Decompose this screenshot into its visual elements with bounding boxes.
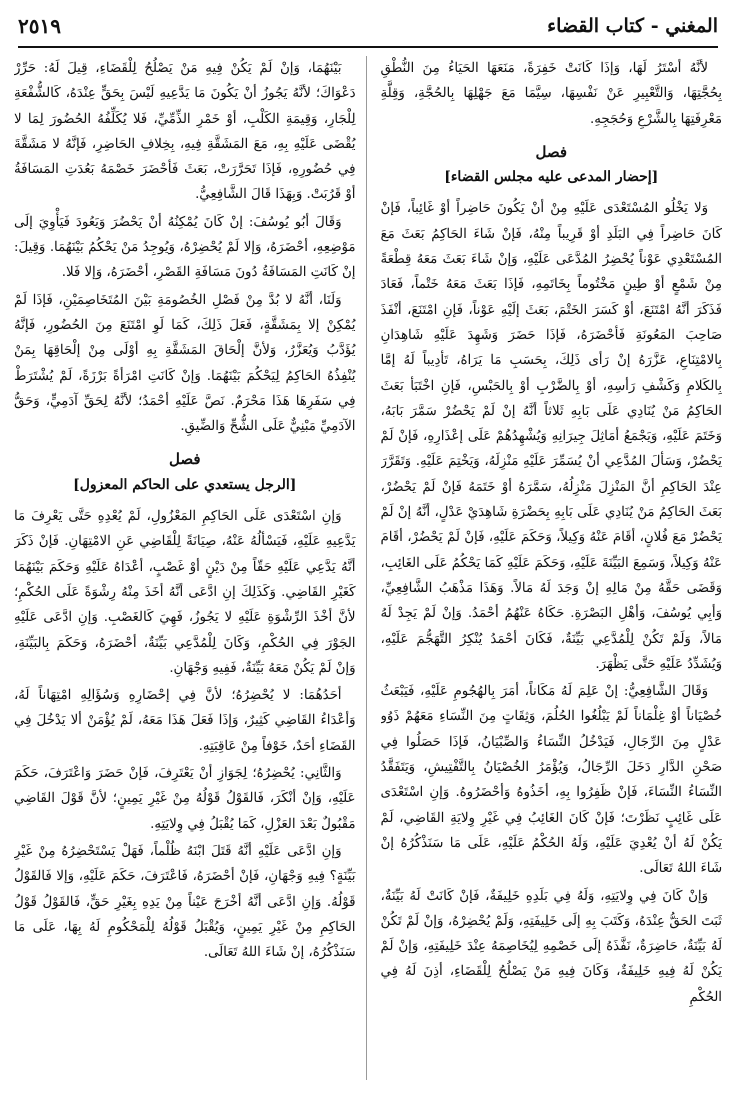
left-column (14, 56, 367, 1080)
paragraph: وَإنْ كَانَ فِي وِلايَتِهِ، وَلَهُ فِي بَلَدِهِ خَلِيفَةٌ، فَإنْ كَانَتْ لَهُ بَيِّنَةٌ، ثَبَتَ الحَقُّ عِنْدَهُ، وَكَتَبَ بِهِ إلَى خَلِيفَتِهِ، وَلَمْ يُحْضِرْهُ، وَإنْ لَمْ تَكُنْ لَهُ بَيِّنَةٌ، حَاضِرَةٌ، نَفَّذَهُ إلَى خَصْمِهِ لِيُخَاصِمَهُ عِنْدَ خَلِيفَتِهِ، وَإنْ لَمْ يَكُنْ لَهُ فِيهِ خَلِيفَةٌ، وَكَانَ فِيهِ مَنْ يَصْلُحُ لِلْقَضَاءِ، أذِنَ لَهُ فِي الحُكْمِ (380, 888, 722, 1005)
paragraph: وَلَنَا، أنَّهُ لا بُدَّ مِنْ فَصْلِ الخُصُومَةِ بَيْنَ المُتَخَاصِمَيْنِ، فَإذَا لَمْ يُمْكِنْ إلا بِمَشَقَّةٍ، فَعَلَ ذَلِكَ، كَمَا لَوِ امْتَنَعَ مِنَ الحُضُورِ، فَإنَّهُ يُؤَدَّبُ وَيُعَزَّرُ، وَلأنَّ إلْحَاقَ المَشَقَّةِ بِهِ أوْلَى مِنْ إلْحَاقِهَا بِمَنْ يُنْفِذُهُ الحَاكِمُ لِيَحْكُمَ بَيْنَهُمَا. وَإنْ كَانَتِ امْرَأةً بَرْزَةً، لَمْ يُشْتَرَطْ فِي سَفَرِهَا هَذَا مَحْرَمٌ. نَصَّ عَلَيْهِ أحْمَدُ؛ لأنَّهُ لِحَقِّ آدَمِيٍّ، وَحَقُّ الآدَمِيِّ مَبْنِيٌّ عَلَى الشُّحِّ وَالضِّيقِ. (14, 292, 356, 435)
paragraph: وَقَالَ أبُو يُوسُفَ: إنْ كَانَ يُمْكِنُهُ أنْ يَحْضُرَ وَيَعُودَ فَيَأْوِيَ إلَى مَوْضِعِهِ، أحْضَرَهُ، وَإلا لَمْ يُحْضِرْهُ، وَيُوجِدُ مَنْ يَحْكُمُ بَيْنَهُمَا. وَقِيلَ: إنْ كَانَتِ المَسَافَةُ دُونَ مَسَافَةِ القَصْرِ، أحْضَرَهُ، وَإلا فَلا. (14, 214, 356, 281)
paragraph: بَيْنَهُمَا، وَإنْ لَمْ يَكُنْ فِيهِ مَنْ يَصْلُحُ لِلْقَضَاءِ، قِيلَ لَهُ: حَرِّرْ دَعْوَاكَ؛ لأنَّهُ يَجُوزُ أنْ يَكُونَ مَا يَدَّعِيهِ لَيْسَ بِحَقٍّ عِنْدَهُ، كَالشُّفْعَةِ لِلْجَارِ، وَقِيمَةِ الكَلْبِ، أوْ خَمْرِ الذِّمِّيِّ، فَلا يُكَلِّفُهُ الحُضُورَ لِمَا لا يُقْضَى عَلَيْهِ بِهِ، مَعَ المَشَقَّةِ فِيهِ، بِخِلافِ الحَاضِرِ، فَإنَّهُ لا مَشَقَّةَ فِي حُضُورِهِ، فَإذَا تَحَرَّرَتْ، بَعَثَ فَأحْضَرَ خَصْمَهُ بَعُدَتِ المَسَافَةُ أوْ قَرُبَتْ. وَبِهَذَا قَالَ الشَّافِعِيُّ. (14, 61, 356, 203)
paragraph: وَإنِ اسْتَعْدَى عَلَى الحَاكِمِ المَعْزُولِ، لَمْ يُعْدِهِ حَتَّى يَعْرِفَ مَا يَدَّعِيهِ عَلَيْهِ، فَيَسْألُهُ عَنْهُ، صِيَانَةً لِلْقَاضِي عَنِ الامْتِهَانِ. فَإنْ ذَكَرَ أنَّهُ يَدَّعِي عَلَيْهِ حَقّاً مِنْ دَيْنٍ أوْ غَصْبٍ، أعْدَاهُ عَلَيْهِ وَحَكَمَ بَيْنَهُمَا كَغَيْرِ القَاضِي. وَكَذَلِكَ إنِ ادَّعَى أنَّهُ أخَذَ مِنْهُ رِشْوَةً عَلَى الحُكْمِ؛ لأنَّ أخْذَ الرِّشْوَةِ عَلَيْهِ لا يَجُوزُ، فَهِيَ كَالغَصْبِ. وَإنِ ادَّعَى عَلَيْهِ الجَوْرَ فِي الحُكْمِ، وَكَانَ لِلْمُدَّعِي بَيِّنَةٌ، أحْضَرَهُ، وَحَكَمَ بِالبَيِّنَةِ، وَإنْ لَمْ يَكُنْ مَعَهُ بَيِّنَةٌ، فَفِيهِ وَجْهَانِ. (14, 509, 356, 676)
paragraph: أحَدُهُمَا: لا يُحْضِرُهُ؛ لأنَّ فِي إحْضَارِهِ وَسُؤَالِهِ امْتِهَاناً لَهُ، وَأعْدَاءُ القَاضِي كَثِيرٌ، وَإذَا فَعَلَ هَذَا مَعَهُ، لَمْ يُؤْمَنْ ألا يَدْخُلَ فِي القَضَاءِ أحَدٌ، خَوْفاً مِنْ عَاقِبَتِهِ. (14, 688, 356, 754)
paragraph: وَإنِ ادَّعَى عَلَيْهِ أنَّهُ قَتَلَ ابْنَهُ ظُلْماً، فَهَلْ يَسْتَحْضِرُهُ مِنْ غَيْرِ بَيِّنَةٍ؟ فِيهِ وَجْهَانِ، فَإنْ أحْضَرَهُ، فَاعْتَرَفَ، حَكَمَ عَلَيْهِ، وَإلا فَالقَوْلُ قَوْلُهُ. وَإنِ ادَّعَى أنَّهُ أخْرَجَ عَيْناً مِنْ يَدِهِ بِغَيْرِ حَقٍّ، فَالقَوْلُ قَوْلُ الحَاكِمِ مِنْ غَيْرِ يَمِينٍ، وَيُقْبَلُ قَوْلُهُ لِلْمَحْكُومِ لَهُ بِهَا، عَلَى مَا سَنَذْكُرُهُ، إنْ شَاءَ اللهُ تَعَالَى. (14, 843, 356, 961)
page-header (18, 6, 718, 48)
section-label: فصل (168, 450, 201, 469)
section-label: فصل (535, 142, 568, 161)
running-title: المغني - كتاب القضاء (547, 15, 718, 37)
page-number: ٢٥١٩ (18, 14, 61, 38)
right-column (381, 56, 723, 1080)
paragraph: وَلا يَخْلُو المُسْتَعْدَى عَلَيْهِ مِنْ أنْ يَكُونَ حَاضِراً أوْ غَائِباً، فَإنْ كَانَ حَاضِراً فِي البَلَدِ أوْ قَرِيباً مِنْهُ، فَإنْ شَاءَ الحَاكِمُ بَعَثَ مَعَ المُسْتَعْدِي عَوْناً يُحْضِرُ المُدَّعَى عَلَيْهِ، وَإنْ شَاءَ بَعَثَ مَعَهُ قِطْعَةً مِنْ شَمْعٍ أوْ طِينٍ مَخْتُوماً بِخَاتَمِهِ، فَإذَا بَعَثَ مَعَهُ خَتْماً، فَعَادَ فَذَكَرَ أنَّهُ امْتَنَعَ، أوْ كَسَرَ الخَتْمَ، بَعَثَ إلَيْهِ عَوْناً، فَإنِ امْتَنَعَ، أنْفَذَ صَاحِبَ المَعُونَةِ فَأحْضَرَهُ، فَإذَا حَضَرَ وَشَهِدَ عَلَيْهِ شَاهِدَانِ بِالامْتِنَاعِ، عَزَّرَهُ إنْ رَأى ذَلِكَ، بِحَسَبِ مَا يَرَاهُ، تَأدِيباً لَهُ إمَّا بِالكَلامِ وَكَشْفِ رَأسِهِ، أوْ بِالضَّرْبِ أوْ بِالحَبْسِ، فَإنِ اخْتَبَأ بَعَثَ الحَاكِمُ مَنْ يُنَادِي عَلَى بَابِهِ ثَلاثاً أنَّهُ إنْ لَمْ يَحْضُرْ سَمَّرَ بَابَهُ، وَخَتَمَ عَلَيْهِ، وَيَجْمَعُ أمَاثِلَ جِيرَانِهِ وَيُشْهِدُهُمْ عَلَى إعْذَارِهِ، فَإنْ لَمْ يَحْضُرْ، وَسَألَ المُدَّعِي أنْ يُسَمِّرَ عَلَيْهِ مَنْزِلَهُ، وَيَخْتِمَ عَلَيْهِ. وَتَقَرَّرَ عِنْدَ الحَاكِمِ أنَّ المَنْزِلَ مَنْزِلُهُ، سَمَّرَهُ أوْ خَتَمَهُ فَإنْ لَمْ يَحْضُرْ، بَعَثَ الحَاكِمُ مَنْ يُنَادِي عَلَى بَابِهِ بِحَضْرَةِ شَاهِدَيْ عَدْلٍ، أنَّهُ إنْ لَمْ يَحْضُرْ مَعَ فُلانٍ، أقَامَ عَنْهُ وَكِيلاً، وَحَكَمَ عَلَيْهِ، فَإنْ لَمْ يَحْضُرْ، أقَامَ عَنْهُ وَكِيلاً، وَسَمِعَ البَيِّنَةَ عَلَيْهِ، وَحَكَمَ عَلَيْهِ كَمَا يَحْكُمُ عَلَى الغَائِبِ، وَقَضَى حَقَّهُ مِنْ مَالِهِ إنْ وَجَدَ لَهُ مَالاً. وَهَذَا مَذْهَبُ الشَّافِعِيِّ، وَأبِي يُوسُفَ، وَأهْلِ البَصْرَةِ. حَكَاهُ عَنْهُمُ أحْمَدُ. وَإنْ لَمْ يَجِدْ لَهُ مَالاً، وَلَمْ تَكُنْ لِلْمُدَّعِي بَيِّنَةٌ، فَكَانَ أحْمَدُ يُنْكِرُ التَّهَجُّمَ عَلَيْهِ، وَيُشَدِّدُ عَلَيْهِ حَتَّى يَظْهَرَ. (380, 201, 722, 672)
text-columns (14, 56, 722, 1080)
paragraph: وَقَالَ الشَّافِعِيُّ: إنْ عَلِمَ لَهُ مَكَاناً، أمَرَ بِالهُجُومِ عَلَيْهِ، فَيَبْعَثُ خُصْيَاناً أوْ غِلْمَاناً لَمْ يَبْلُغُوا الحُلُمَ، وَثِقَاتٍ مِنَ النِّسَاءِ مَعَهُمْ ذَوُو عَدْلٍ مِنَ الرِّجَالِ، فَيَدْخُلُ النِّسَاءُ وَالصِّبْيَانُ، فَإذَا حَصَلُوا فِي صَحْنِ الدَّارِ دَخَلَ الرِّجَالُ، وَيُؤْمَرُ الخُصْيَانُ بِالتَّفْتِيشِ، وَيَتَفَقَّدُ النِّسَاءُ النِّسَاءَ، فَإنْ ظَفِرُوا بِهِ، أخَذُوهُ وَأحْضَرُوهُ. وَإنِ اسْتَعْدَى عَلَى غَائِبٍ نَظَرْتَ؛ فَإنْ كَانَ الغَائِبُ فِي غَيْرِ وِلايَةِ القَاضِي، لَمْ يَكُنْ لَهُ أنْ يُعْدِيَ عَلَيْهِ، وَلَهُ الحُكْمُ عَلَيْهِ، عَلَى مَا سَنَذْكُرُهُ إنْ شَاءَ اللهُ تَعَالَى. (380, 684, 722, 877)
section-heading: [إحضار المدعى عليه مجلس القضاء] (444, 169, 659, 186)
section-heading: [الرجل يستعدي على الحاكم المعزول] (73, 476, 297, 493)
paragraph: وَالثَّانِي: يُحْضِرُهُ؛ لِجَوَازِ أنْ يَعْتَرِفَ، فَإنْ حَضَرَ وَاعْتَرَفَ، حَكَمَ عَلَيْهِ، وَإنْ أنْكَرَ، فَالقَوْلُ قَوْلُهُ مِنْ غَيْرِ يَمِينٍ؛ لأنَّ قَوْلَ القَاضِي مَقْبُولٌ بَعْدَ العَزْلِ، كَمَا يُقْبَلُ فِي وِلايَتِهِ. (14, 766, 356, 832)
paragraph: لأنَّهُ أسْتَرُ لَهَا، وَإذَا كَانَتْ خَفِرَةً، مَنَعَهَا الحَيَاءُ مِنَ النُّطْقِ بِحُجَّتِهَا، وَالتَّعْبِيرِ عَنْ نَفْسِهَا، سِيَّمَا مَعَ جَهْلِهَا بِالحُجَّةِ، وَقِلَّةِ مَعْرِفَتِهَا بِالشَّرْعِ وَحُجَجِهِ. (380, 61, 722, 127)
